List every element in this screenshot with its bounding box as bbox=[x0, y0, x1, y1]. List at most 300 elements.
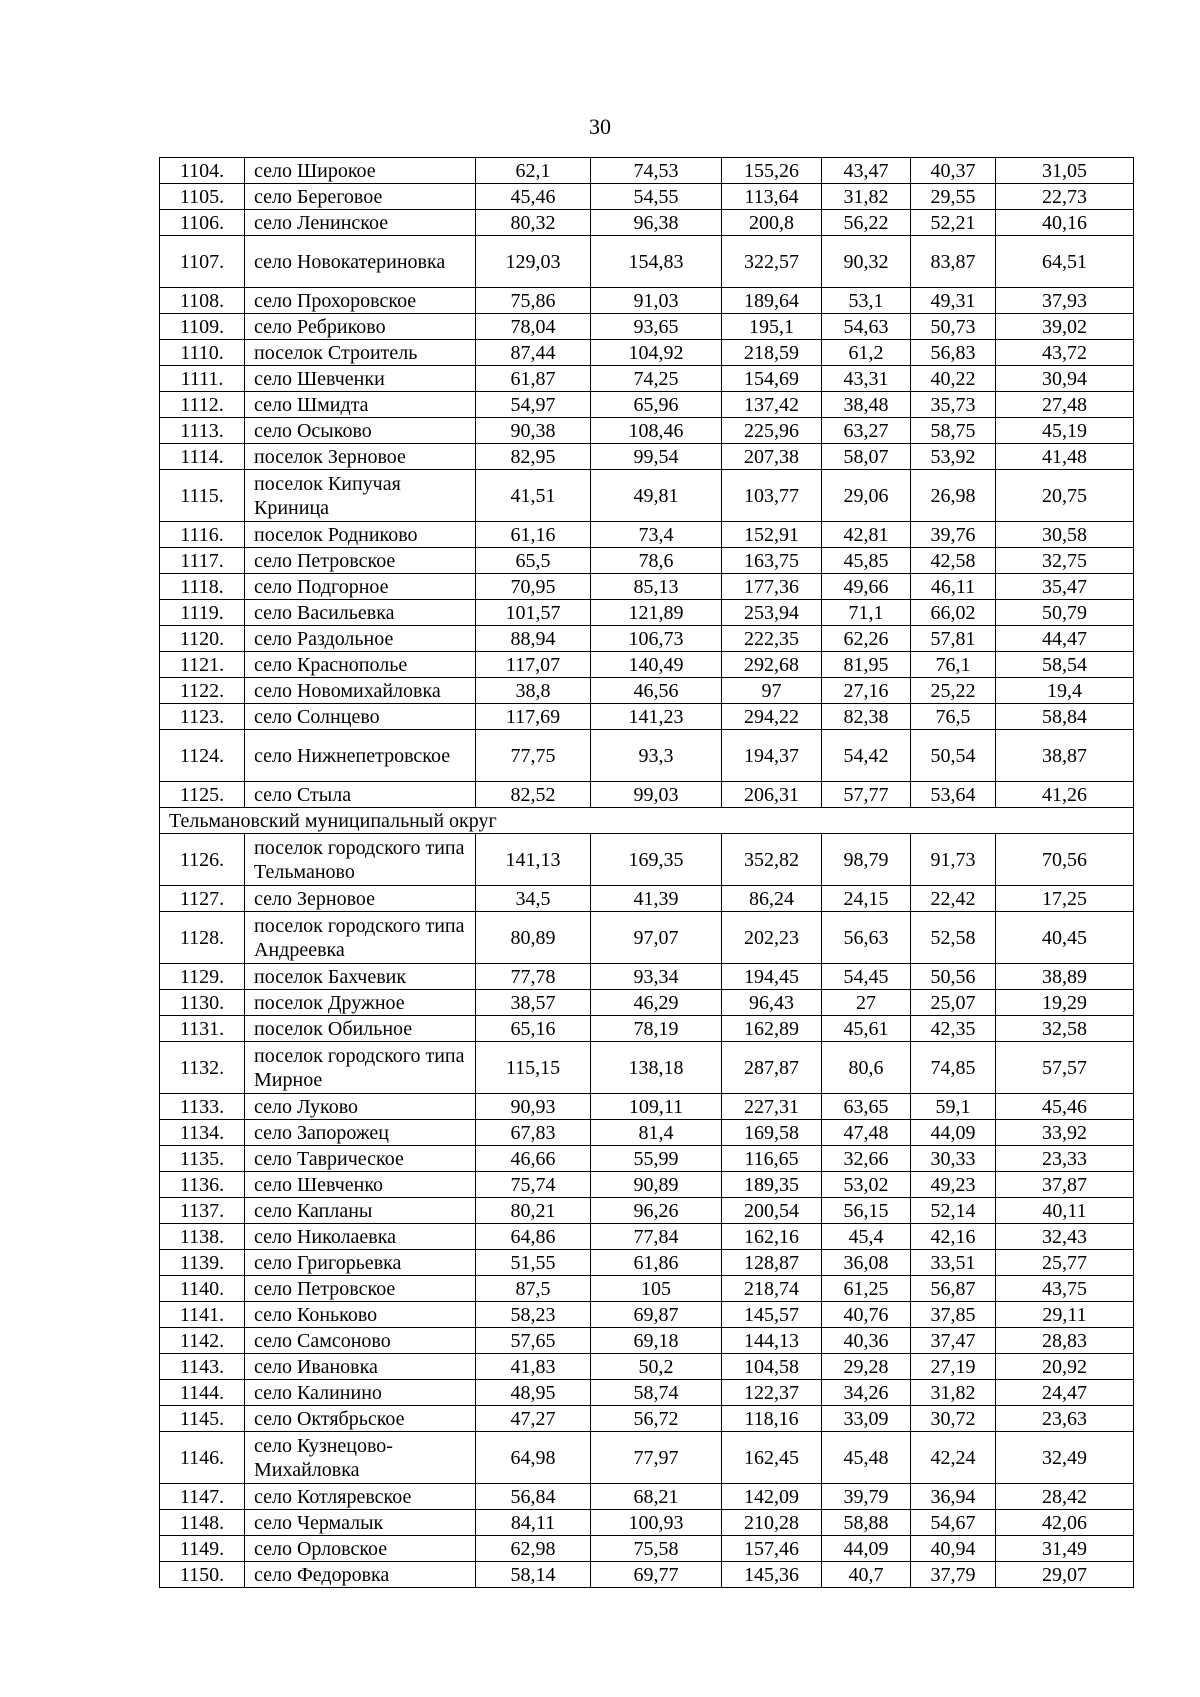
value-cell-2: 93,3 bbox=[591, 730, 722, 782]
settlement-name: село Солнцево bbox=[245, 704, 476, 730]
value-cell-6: 24,47 bbox=[996, 1380, 1134, 1406]
value-cell-2: 74,25 bbox=[591, 366, 722, 392]
value-cell-4: 32,66 bbox=[822, 1146, 911, 1172]
table-row bbox=[160, 990, 1134, 1016]
value-cell-2: 93,65 bbox=[591, 314, 722, 340]
value-cell-1: 80,21 bbox=[476, 1198, 591, 1224]
page-number: 30 bbox=[589, 114, 611, 139]
value-cell-2: 138,18 bbox=[591, 1042, 722, 1094]
value-cell-6: 43,75 bbox=[996, 1276, 1134, 1302]
settlement-name: поселок городского типа Андреевка bbox=[245, 912, 476, 964]
settlement-name: село Шмидта bbox=[245, 392, 476, 418]
value-cell-3: 104,58 bbox=[722, 1354, 822, 1380]
value-cell-1: 58,14 bbox=[476, 1562, 591, 1588]
value-cell-2: 90,89 bbox=[591, 1172, 722, 1198]
value-cell-1: 129,03 bbox=[476, 236, 591, 288]
value-cell-3: 86,24 bbox=[722, 886, 822, 912]
value-cell-6: 70,56 bbox=[996, 834, 1134, 886]
table-row bbox=[160, 1302, 1134, 1328]
table-row bbox=[160, 1198, 1134, 1224]
value-cell-6: 41,26 bbox=[996, 782, 1134, 808]
value-cell-4: 29,28 bbox=[822, 1354, 911, 1380]
row-number: 1105. bbox=[160, 184, 245, 210]
settlement-name: село Шевченко bbox=[245, 1172, 476, 1198]
value-cell-1: 48,95 bbox=[476, 1380, 591, 1406]
value-cell-2: 81,4 bbox=[591, 1120, 722, 1146]
value-cell-5: 42,35 bbox=[911, 1016, 996, 1042]
value-cell-4: 62,26 bbox=[822, 626, 911, 652]
table-row bbox=[160, 444, 1134, 470]
settlement-name: село Ребриково bbox=[245, 314, 476, 340]
value-cell-5: 53,92 bbox=[911, 444, 996, 470]
value-cell-5: 54,67 bbox=[911, 1510, 996, 1536]
value-cell-4: 33,09 bbox=[822, 1406, 911, 1432]
row-number: 1104. bbox=[160, 158, 245, 184]
value-cell-1: 34,5 bbox=[476, 886, 591, 912]
table-row bbox=[160, 1510, 1134, 1536]
value-cell-6: 38,89 bbox=[996, 964, 1134, 990]
settlement-name: село Ленинское bbox=[245, 210, 476, 236]
value-cell-4: 53,1 bbox=[822, 288, 911, 314]
value-cell-4: 34,26 bbox=[822, 1380, 911, 1406]
table-row bbox=[160, 834, 1134, 886]
settlement-name: село Петровское bbox=[245, 548, 476, 574]
value-cell-4: 39,79 bbox=[822, 1484, 911, 1510]
value-cell-2: 50,2 bbox=[591, 1354, 722, 1380]
value-cell-2: 41,39 bbox=[591, 886, 722, 912]
row-number: 1136. bbox=[160, 1172, 245, 1198]
value-cell-2: 104,92 bbox=[591, 340, 722, 366]
value-cell-1: 78,04 bbox=[476, 314, 591, 340]
value-cell-2: 74,53 bbox=[591, 158, 722, 184]
table-row bbox=[160, 184, 1134, 210]
value-cell-4: 61,25 bbox=[822, 1276, 911, 1302]
value-cell-4: 61,2 bbox=[822, 340, 911, 366]
value-cell-6: 41,48 bbox=[996, 444, 1134, 470]
value-cell-4: 98,79 bbox=[822, 834, 911, 886]
value-cell-2: 68,21 bbox=[591, 1484, 722, 1510]
table-row bbox=[160, 236, 1134, 288]
value-cell-1: 46,66 bbox=[476, 1146, 591, 1172]
row-number: 1146. bbox=[160, 1432, 245, 1484]
table-row bbox=[160, 314, 1134, 340]
value-cell-2: 75,58 bbox=[591, 1536, 722, 1562]
value-cell-2: 97,07 bbox=[591, 912, 722, 964]
value-cell-5: 58,75 bbox=[911, 418, 996, 444]
value-cell-6: 35,47 bbox=[996, 574, 1134, 600]
settlement-name: село Раздольное bbox=[245, 626, 476, 652]
settlement-name: село Береговое bbox=[245, 184, 476, 210]
value-cell-2: 96,26 bbox=[591, 1198, 722, 1224]
value-cell-1: 51,55 bbox=[476, 1250, 591, 1276]
value-cell-6: 40,16 bbox=[996, 210, 1134, 236]
row-number: 1138. bbox=[160, 1224, 245, 1250]
value-cell-4: 45,48 bbox=[822, 1432, 911, 1484]
settlement-name: село Николаевка bbox=[245, 1224, 476, 1250]
value-cell-2: 85,13 bbox=[591, 574, 722, 600]
value-cell-4: 43,47 bbox=[822, 158, 911, 184]
row-number: 1129. bbox=[160, 964, 245, 990]
value-cell-6: 32,58 bbox=[996, 1016, 1134, 1042]
value-cell-6: 19,29 bbox=[996, 990, 1134, 1016]
row-number: 1112. bbox=[160, 392, 245, 418]
value-cell-1: 117,07 bbox=[476, 652, 591, 678]
value-cell-6: 28,83 bbox=[996, 1328, 1134, 1354]
value-cell-5: 40,22 bbox=[911, 366, 996, 392]
settlement-name: село Запорожец bbox=[245, 1120, 476, 1146]
value-cell-3: 145,57 bbox=[722, 1302, 822, 1328]
value-cell-3: 225,96 bbox=[722, 418, 822, 444]
settlement-name: поселок Обильное bbox=[245, 1016, 476, 1042]
value-cell-5: 56,87 bbox=[911, 1276, 996, 1302]
value-cell-1: 56,84 bbox=[476, 1484, 591, 1510]
value-cell-3: 113,64 bbox=[722, 184, 822, 210]
value-cell-1: 62,1 bbox=[476, 158, 591, 184]
value-cell-6: 22,73 bbox=[996, 184, 1134, 210]
value-cell-3: 152,91 bbox=[722, 522, 822, 548]
value-cell-4: 40,7 bbox=[822, 1562, 911, 1588]
value-cell-5: 52,58 bbox=[911, 912, 996, 964]
value-cell-2: 108,46 bbox=[591, 418, 722, 444]
value-cell-5: 42,24 bbox=[911, 1432, 996, 1484]
value-cell-3: 202,23 bbox=[722, 912, 822, 964]
value-cell-5: 76,5 bbox=[911, 704, 996, 730]
settlement-name: село Коньково bbox=[245, 1302, 476, 1328]
value-cell-2: 154,83 bbox=[591, 236, 722, 288]
value-cell-3: 194,45 bbox=[722, 964, 822, 990]
row-number: 1142. bbox=[160, 1328, 245, 1354]
row-number: 1126. bbox=[160, 834, 245, 886]
table-row bbox=[160, 1354, 1134, 1380]
value-cell-3: 128,87 bbox=[722, 1250, 822, 1276]
value-cell-3: 118,16 bbox=[722, 1406, 822, 1432]
value-cell-1: 80,32 bbox=[476, 210, 591, 236]
value-cell-6: 31,49 bbox=[996, 1536, 1134, 1562]
value-cell-2: 169,35 bbox=[591, 834, 722, 886]
value-cell-6: 27,48 bbox=[996, 392, 1134, 418]
value-cell-4: 90,32 bbox=[822, 236, 911, 288]
value-cell-4: 49,66 bbox=[822, 574, 911, 600]
value-cell-3: 162,16 bbox=[722, 1224, 822, 1250]
value-cell-5: 49,31 bbox=[911, 288, 996, 314]
settlement-name: село Луково bbox=[245, 1094, 476, 1120]
value-cell-3: 144,13 bbox=[722, 1328, 822, 1354]
value-cell-4: 58,88 bbox=[822, 1510, 911, 1536]
value-cell-4: 27,16 bbox=[822, 678, 911, 704]
row-number: 1130. bbox=[160, 990, 245, 1016]
value-cell-3: 154,69 bbox=[722, 366, 822, 392]
value-cell-1: 77,75 bbox=[476, 730, 591, 782]
value-cell-1: 70,95 bbox=[476, 574, 591, 600]
table-row bbox=[160, 1380, 1134, 1406]
row-number: 1141. bbox=[160, 1302, 245, 1328]
value-cell-1: 38,57 bbox=[476, 990, 591, 1016]
value-cell-1: 57,65 bbox=[476, 1328, 591, 1354]
value-cell-6: 33,92 bbox=[996, 1120, 1134, 1146]
value-cell-3: 352,82 bbox=[722, 834, 822, 886]
value-cell-1: 101,57 bbox=[476, 600, 591, 626]
value-cell-3: 142,09 bbox=[722, 1484, 822, 1510]
table-row bbox=[160, 1250, 1134, 1276]
value-cell-2: 105 bbox=[591, 1276, 722, 1302]
value-cell-1: 61,16 bbox=[476, 522, 591, 548]
settlement-name: село Кузнецово-Михайловка bbox=[245, 1432, 476, 1484]
value-cell-4: 56,63 bbox=[822, 912, 911, 964]
value-cell-4: 43,31 bbox=[822, 366, 911, 392]
value-cell-2: 54,55 bbox=[591, 184, 722, 210]
value-cell-5: 31,82 bbox=[911, 1380, 996, 1406]
value-cell-1: 61,87 bbox=[476, 366, 591, 392]
value-cell-5: 52,14 bbox=[911, 1198, 996, 1224]
value-cell-5: 42,58 bbox=[911, 548, 996, 574]
table-row bbox=[160, 704, 1134, 730]
value-cell-2: 69,18 bbox=[591, 1328, 722, 1354]
value-cell-5: 44,09 bbox=[911, 1120, 996, 1146]
table-row bbox=[160, 1406, 1134, 1432]
value-cell-5: 26,98 bbox=[911, 470, 996, 522]
settlement-name: село Зерновое bbox=[245, 886, 476, 912]
value-cell-4: 56,22 bbox=[822, 210, 911, 236]
value-cell-2: 65,96 bbox=[591, 392, 722, 418]
value-cell-1: 64,86 bbox=[476, 1224, 591, 1250]
settlement-name: село Прохоровское bbox=[245, 288, 476, 314]
value-cell-2: 49,81 bbox=[591, 470, 722, 522]
value-cell-1: 90,93 bbox=[476, 1094, 591, 1120]
settlement-name: поселок Кипучая Криница bbox=[245, 470, 476, 522]
value-cell-5: 40,37 bbox=[911, 158, 996, 184]
value-cell-6: 39,02 bbox=[996, 314, 1134, 340]
value-cell-3: 218,74 bbox=[722, 1276, 822, 1302]
value-cell-4: 81,95 bbox=[822, 652, 911, 678]
value-cell-3: 163,75 bbox=[722, 548, 822, 574]
value-cell-2: 78,19 bbox=[591, 1016, 722, 1042]
value-cell-1: 141,13 bbox=[476, 834, 591, 886]
value-cell-5: 74,85 bbox=[911, 1042, 996, 1094]
table-row bbox=[160, 392, 1134, 418]
table-row bbox=[160, 730, 1134, 782]
settlement-name: поселок Бахчевик bbox=[245, 964, 476, 990]
row-number: 1116. bbox=[160, 522, 245, 548]
settlement-name: село Петровское bbox=[245, 1276, 476, 1302]
value-cell-4: 53,02 bbox=[822, 1172, 911, 1198]
table-row bbox=[160, 1224, 1134, 1250]
row-number: 1110. bbox=[160, 340, 245, 366]
row-number: 1117. bbox=[160, 548, 245, 574]
value-cell-4: 54,42 bbox=[822, 730, 911, 782]
value-cell-4: 63,27 bbox=[822, 418, 911, 444]
value-cell-3: 96,43 bbox=[722, 990, 822, 1016]
value-cell-6: 20,75 bbox=[996, 470, 1134, 522]
value-cell-5: 50,54 bbox=[911, 730, 996, 782]
value-cell-6: 38,87 bbox=[996, 730, 1134, 782]
group-header-row bbox=[160, 808, 1134, 834]
value-cell-5: 83,87 bbox=[911, 236, 996, 288]
table-row bbox=[160, 1328, 1134, 1354]
row-number: 1123. bbox=[160, 704, 245, 730]
value-cell-5: 50,73 bbox=[911, 314, 996, 340]
value-cell-3: 189,35 bbox=[722, 1172, 822, 1198]
table-row bbox=[160, 1484, 1134, 1510]
value-cell-3: 322,57 bbox=[722, 236, 822, 288]
value-cell-1: 62,98 bbox=[476, 1536, 591, 1562]
row-number: 1131. bbox=[160, 1016, 245, 1042]
settlement-name: поселок Строитель bbox=[245, 340, 476, 366]
value-cell-3: 292,68 bbox=[722, 652, 822, 678]
value-cell-6: 40,45 bbox=[996, 912, 1134, 964]
value-cell-6: 28,42 bbox=[996, 1484, 1134, 1510]
value-cell-3: 194,37 bbox=[722, 730, 822, 782]
value-cell-5: 39,76 bbox=[911, 522, 996, 548]
value-cell-1: 58,23 bbox=[476, 1302, 591, 1328]
value-cell-1: 77,78 bbox=[476, 964, 591, 990]
value-cell-6: 44,47 bbox=[996, 626, 1134, 652]
value-cell-5: 91,73 bbox=[911, 834, 996, 886]
value-cell-6: 29,07 bbox=[996, 1562, 1134, 1588]
value-cell-4: 63,65 bbox=[822, 1094, 911, 1120]
value-cell-4: 71,1 bbox=[822, 600, 911, 626]
value-cell-6: 64,51 bbox=[996, 236, 1134, 288]
value-cell-2: 99,54 bbox=[591, 444, 722, 470]
value-cell-6: 32,43 bbox=[996, 1224, 1134, 1250]
settlement-name: село Шевченки bbox=[245, 366, 476, 392]
value-cell-4: 57,77 bbox=[822, 782, 911, 808]
value-cell-6: 43,72 bbox=[996, 340, 1134, 366]
settlement-name: село Новомихайловка bbox=[245, 678, 476, 704]
row-number: 1128. bbox=[160, 912, 245, 964]
value-cell-4: 27 bbox=[822, 990, 911, 1016]
value-cell-2: 93,34 bbox=[591, 964, 722, 990]
table-row bbox=[160, 1432, 1134, 1484]
value-cell-3: 97 bbox=[722, 678, 822, 704]
table-row bbox=[160, 522, 1134, 548]
value-cell-3: 287,87 bbox=[722, 1042, 822, 1094]
value-cell-5: 25,07 bbox=[911, 990, 996, 1016]
value-cell-5: 30,72 bbox=[911, 1406, 996, 1432]
value-cell-3: 145,36 bbox=[722, 1562, 822, 1588]
table-body bbox=[160, 158, 1134, 1588]
row-number: 1150. bbox=[160, 1562, 245, 1588]
value-cell-6: 25,77 bbox=[996, 1250, 1134, 1276]
table-row bbox=[160, 418, 1134, 444]
settlement-name: село Самсоново bbox=[245, 1328, 476, 1354]
value-cell-3: 222,35 bbox=[722, 626, 822, 652]
value-cell-3: 207,38 bbox=[722, 444, 822, 470]
value-cell-3: 253,94 bbox=[722, 600, 822, 626]
value-cell-4: 47,48 bbox=[822, 1120, 911, 1146]
table-row bbox=[160, 912, 1134, 964]
row-number: 1124. bbox=[160, 730, 245, 782]
value-cell-5: 33,51 bbox=[911, 1250, 996, 1276]
value-cell-3: 137,42 bbox=[722, 392, 822, 418]
value-cell-3: 200,8 bbox=[722, 210, 822, 236]
settlement-name: село Ивановка bbox=[245, 1354, 476, 1380]
row-number: 1145. bbox=[160, 1406, 245, 1432]
table-row bbox=[160, 1016, 1134, 1042]
value-cell-5: 56,83 bbox=[911, 340, 996, 366]
value-cell-2: 58,74 bbox=[591, 1380, 722, 1406]
row-number: 1147. bbox=[160, 1484, 245, 1510]
value-cell-1: 88,94 bbox=[476, 626, 591, 652]
value-cell-5: 46,11 bbox=[911, 574, 996, 600]
value-cell-1: 41,83 bbox=[476, 1354, 591, 1380]
row-number: 1118. bbox=[160, 574, 245, 600]
value-cell-4: 40,36 bbox=[822, 1328, 911, 1354]
value-cell-5: 49,23 bbox=[911, 1172, 996, 1198]
value-cell-3: 169,58 bbox=[722, 1120, 822, 1146]
value-cell-3: 155,26 bbox=[722, 158, 822, 184]
row-number: 1137. bbox=[160, 1198, 245, 1224]
value-cell-6: 58,54 bbox=[996, 652, 1134, 678]
value-cell-5: 37,79 bbox=[911, 1562, 996, 1588]
settlement-rates-table bbox=[159, 157, 1134, 1588]
value-cell-2: 46,29 bbox=[591, 990, 722, 1016]
row-number: 1109. bbox=[160, 314, 245, 340]
value-cell-4: 80,6 bbox=[822, 1042, 911, 1094]
settlement-name: поселок городского типа Тельманово bbox=[245, 834, 476, 886]
value-cell-3: 162,89 bbox=[722, 1016, 822, 1042]
value-cell-3: 162,45 bbox=[722, 1432, 822, 1484]
table-row bbox=[160, 158, 1134, 184]
row-number: 1114. bbox=[160, 444, 245, 470]
value-cell-2: 141,23 bbox=[591, 704, 722, 730]
row-number: 1120. bbox=[160, 626, 245, 652]
value-cell-1: 87,5 bbox=[476, 1276, 591, 1302]
value-cell-4: 44,09 bbox=[822, 1536, 911, 1562]
value-cell-3: 195,1 bbox=[722, 314, 822, 340]
row-number: 1108. bbox=[160, 288, 245, 314]
row-number: 1113. bbox=[160, 418, 245, 444]
value-cell-2: 121,89 bbox=[591, 600, 722, 626]
table-row bbox=[160, 1146, 1134, 1172]
value-cell-2: 77,97 bbox=[591, 1432, 722, 1484]
table-row bbox=[160, 1120, 1134, 1146]
value-cell-6: 32,75 bbox=[996, 548, 1134, 574]
table-row bbox=[160, 340, 1134, 366]
value-cell-6: 23,33 bbox=[996, 1146, 1134, 1172]
row-number: 1132. bbox=[160, 1042, 245, 1094]
value-cell-3: 157,46 bbox=[722, 1536, 822, 1562]
value-cell-2: 106,73 bbox=[591, 626, 722, 652]
value-cell-2: 99,03 bbox=[591, 782, 722, 808]
value-cell-1: 67,83 bbox=[476, 1120, 591, 1146]
value-cell-4: 40,76 bbox=[822, 1302, 911, 1328]
value-cell-1: 41,51 bbox=[476, 470, 591, 522]
row-number: 1139. bbox=[160, 1250, 245, 1276]
value-cell-3: 294,22 bbox=[722, 704, 822, 730]
value-cell-6: 29,11 bbox=[996, 1302, 1134, 1328]
value-cell-6: 23,63 bbox=[996, 1406, 1134, 1432]
row-number: 1121. bbox=[160, 652, 245, 678]
value-cell-2: 55,99 bbox=[591, 1146, 722, 1172]
value-cell-6: 50,79 bbox=[996, 600, 1134, 626]
settlement-name: село Широкое bbox=[245, 158, 476, 184]
table-row bbox=[160, 366, 1134, 392]
value-cell-6: 42,06 bbox=[996, 1510, 1134, 1536]
value-cell-6: 30,94 bbox=[996, 366, 1134, 392]
settlement-name: село Калинино bbox=[245, 1380, 476, 1406]
value-cell-6: 58,84 bbox=[996, 704, 1134, 730]
settlement-name: село Краснополье bbox=[245, 652, 476, 678]
value-cell-3: 189,64 bbox=[722, 288, 822, 314]
value-cell-1: 65,16 bbox=[476, 1016, 591, 1042]
value-cell-1: 90,38 bbox=[476, 418, 591, 444]
value-cell-5: 66,02 bbox=[911, 600, 996, 626]
table-row bbox=[160, 1042, 1134, 1094]
value-cell-1: 75,74 bbox=[476, 1172, 591, 1198]
value-cell-3: 210,28 bbox=[722, 1510, 822, 1536]
row-number: 1125. bbox=[160, 782, 245, 808]
value-cell-4: 42,81 bbox=[822, 522, 911, 548]
